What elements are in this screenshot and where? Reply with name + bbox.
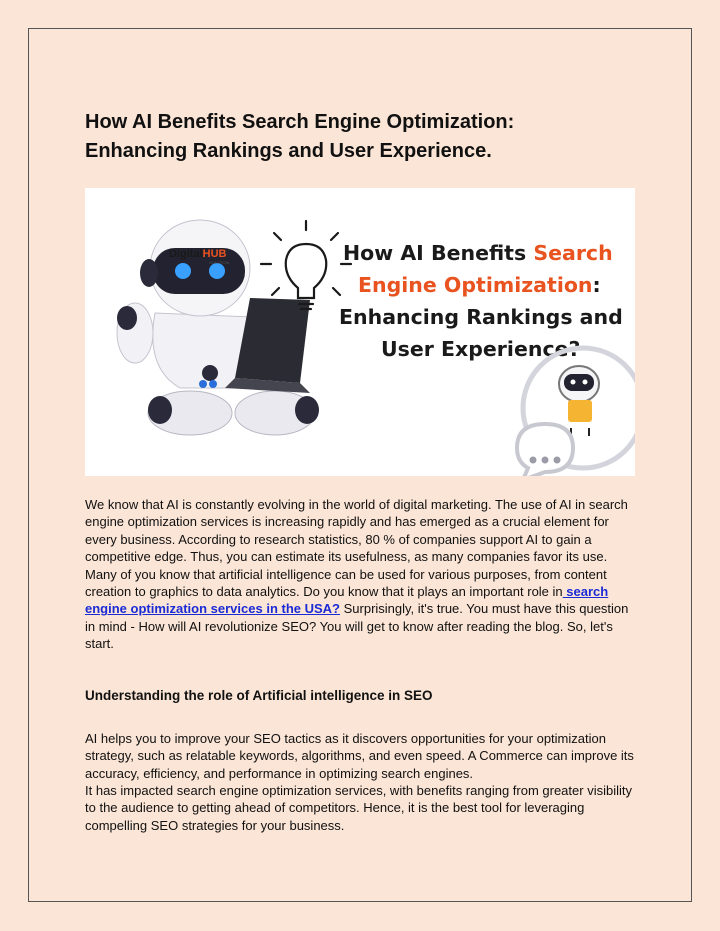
banner-headline [339, 241, 623, 361]
svg-text:DigitalHUB [169, 248, 227, 260]
title-line-1: How AI Benefits Search Engine Optimization: [85, 111, 515, 133]
svg-text:How AI Benefits Search: How AI Benefits Search [343, 241, 613, 265]
title-line-2: Enhancing Rankings and User Experience. [85, 140, 492, 162]
seo-services-link[interactable]: search engine optimization services in the USA? [85, 584, 609, 617]
logo-text-hub: HUB [202, 248, 227, 260]
intro-text-after: Surprisingly, it's true. You must have this question in mind - How will AI revolutionize SEO? You will get to know after reading the blog. So, let's start. [85, 601, 629, 652]
lightbulb-icon [261, 221, 351, 309]
page-title [85, 108, 645, 166]
hero-banner-image [85, 188, 635, 476]
intro-paragraph [85, 496, 640, 653]
logo-text-digital: Digital [169, 248, 203, 260]
svg-text:User Experience?: User Experience? [381, 337, 581, 361]
svg-text:Enhancing Rankings and: Enhancing Rankings and [339, 305, 623, 329]
section-heading: Understanding the role of Artificial intelligence in SEO [85, 688, 433, 703]
intro-text: We know that AI is constantly evolving in the world of digital marketing. The use of AI in search engine optimization services is increasing rapidly and has emerged as a crucial element for every business. According to research statistics, 80 % of companies support AI to gain a competitive edge. Thus, you can estimate its usefulness, as many companies favor its use. Many of you know that artificial intelligence can be used for various purposes, from content creation to graphics to data analytics. Do you know that it plays an important role in [85, 497, 628, 600]
logo-subtext: SOLUTION [209, 260, 230, 265]
section-paragraph-1: AI helps you to improve your SEO tactics as it discovers opportunities for your optimization strategy, such as relatable keywords, algorithms, and even speed. A Commerce can improve its accuracy, efficiency, and performance in optimizing search engines. [85, 731, 634, 781]
svg-text:Engine Optimization:: Engine Optimization: [358, 273, 601, 297]
section-paragraph-2: It has impacted search engine optimization services, with benefits ranging from greater visibility to the audience to getting ahead of competitors. Hence, it is the best tool for leveraging compelling SEO strategies for your business. [85, 783, 632, 833]
chat-bubble-icon [517, 424, 573, 476]
